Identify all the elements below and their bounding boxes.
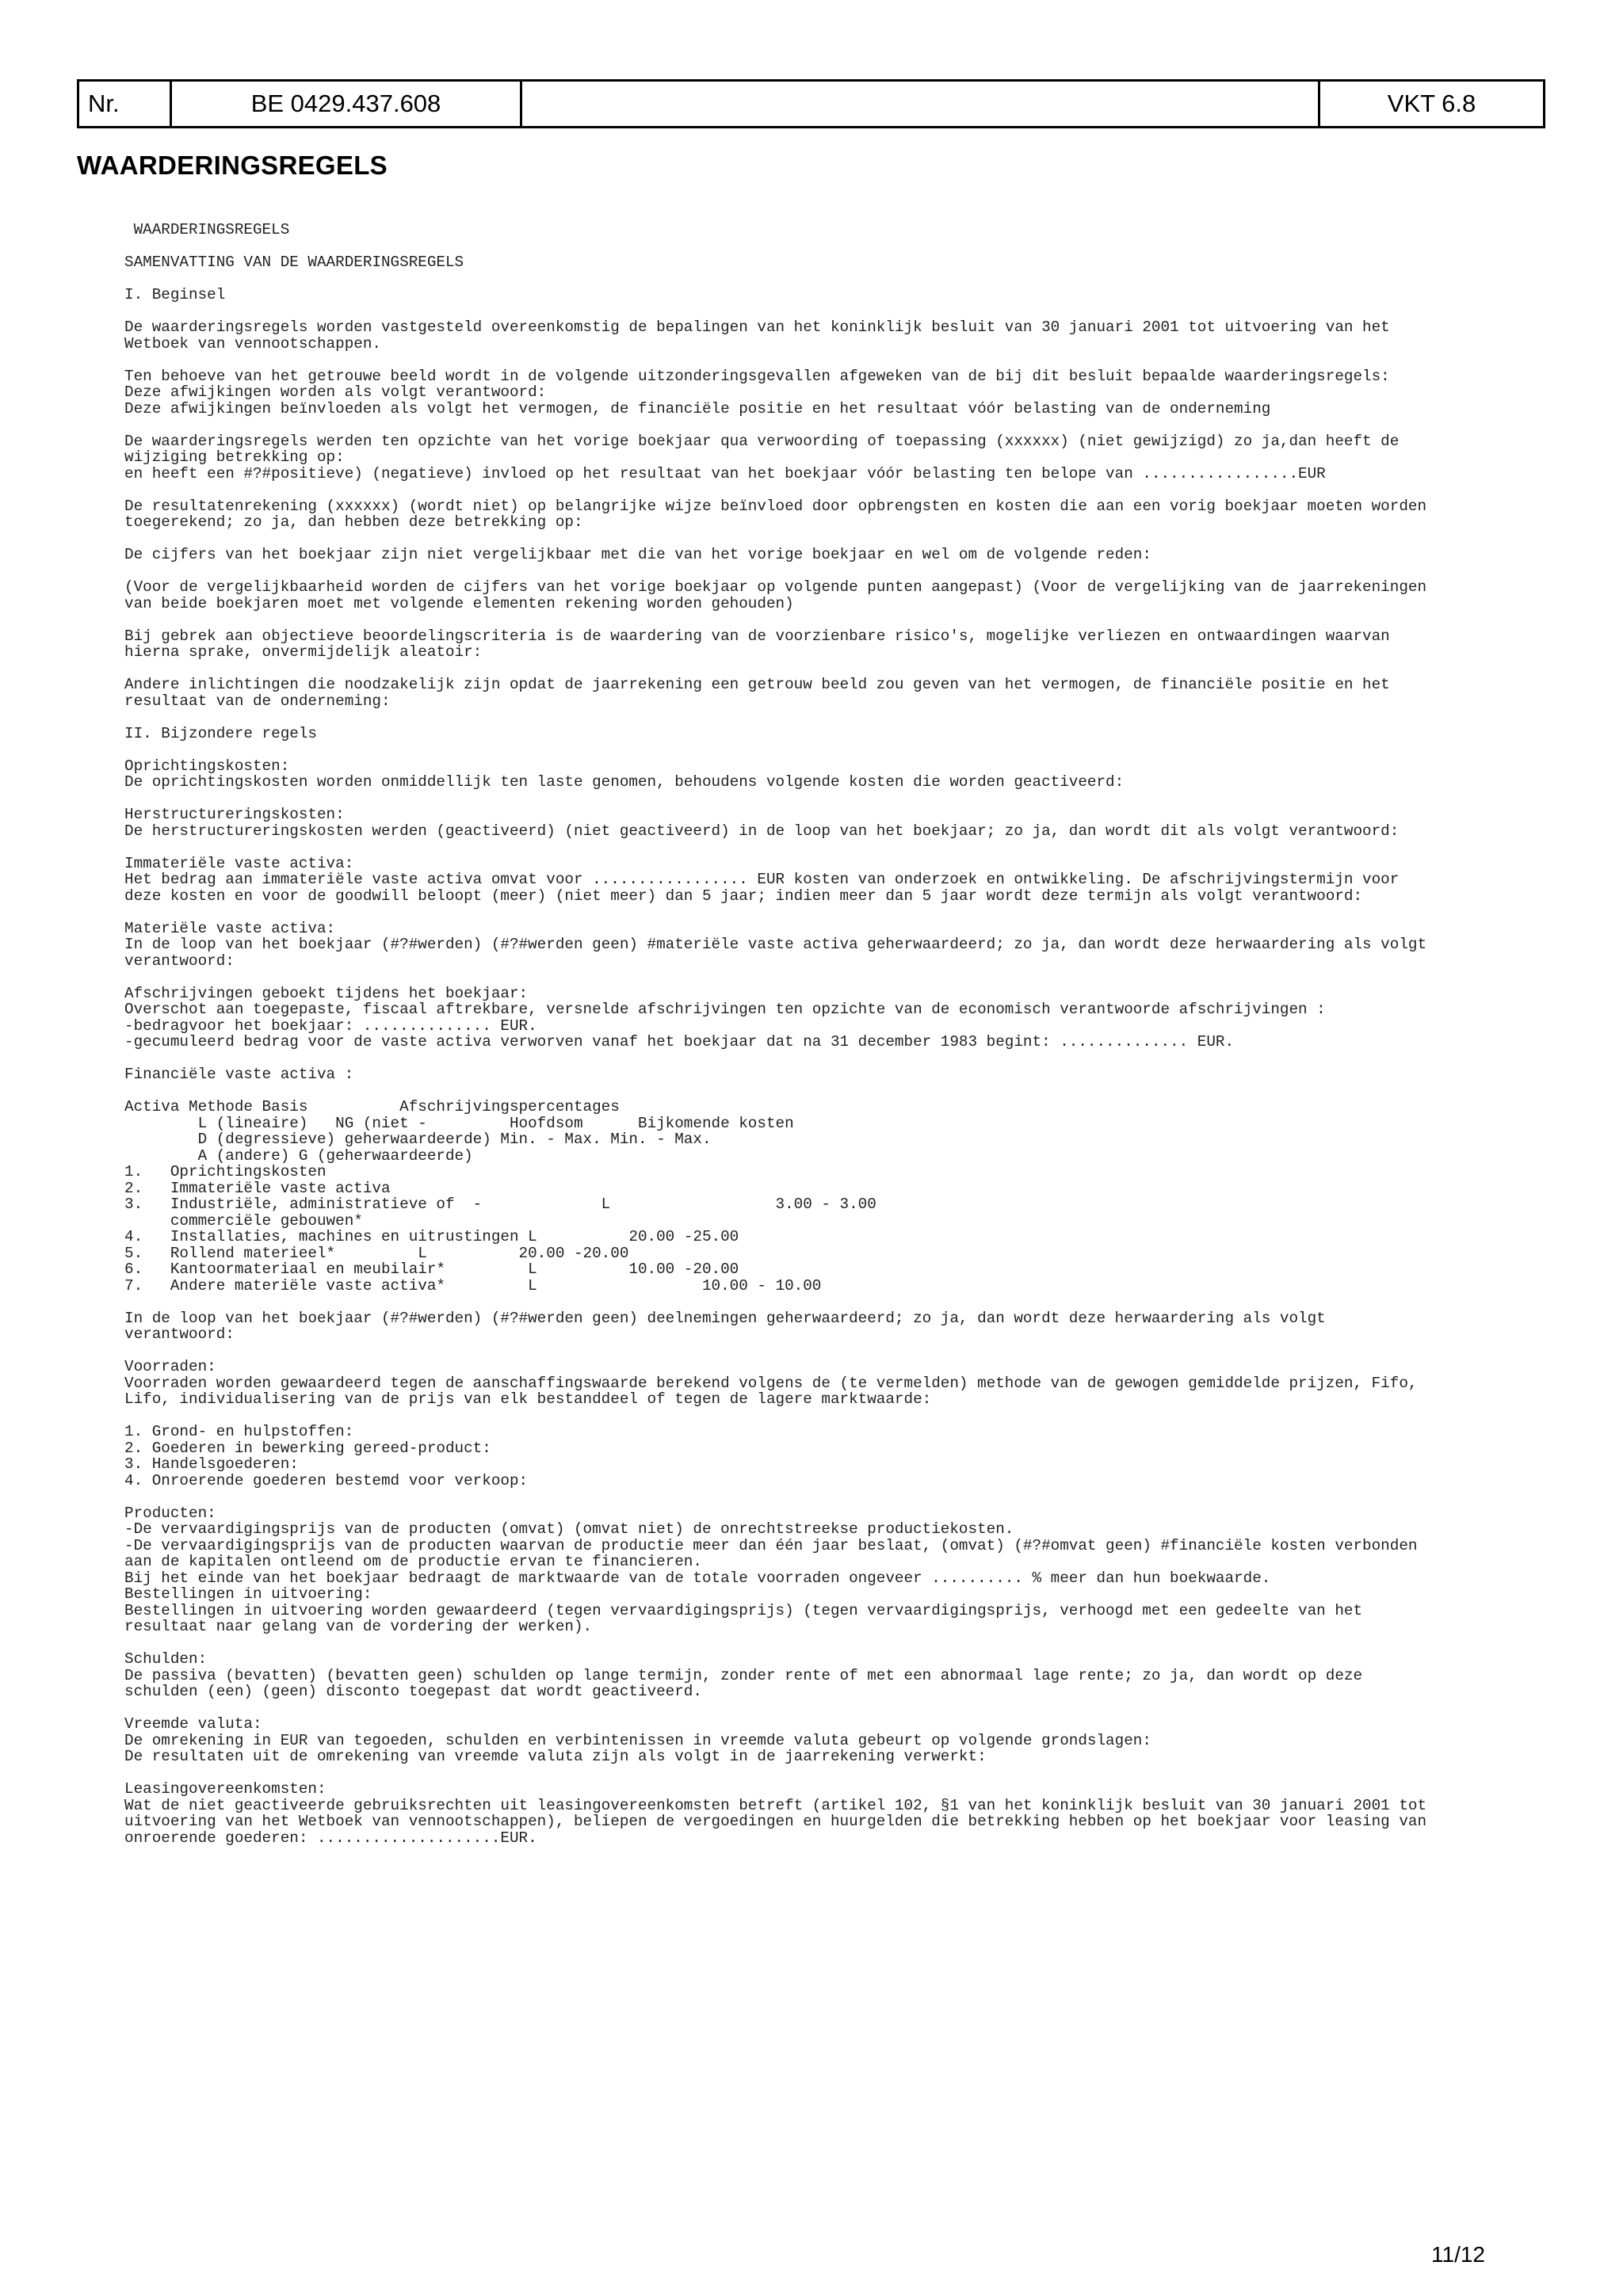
blank-line [124,1343,1535,1360]
text-line: 2. Immateriële vaste activa [124,1179,391,1197]
text-line: Leasingovereenkomsten: [124,1780,327,1798]
text-line: De oprichtingskosten worden onmiddellijk ten laste genomen, behoudens volgende kosten die worden geactiveerd: [124,773,1125,791]
text-line: Producten: [124,1504,216,1522]
blank-line [124,742,1535,758]
text-line: verantwoord: [124,952,235,970]
text-line: Voorraden worden gewaardeerd tegen de aanschaffingswaarde berekend volgens de (te vermelden) methode van de gewogen gemiddelde prijzen, Fifo, [124,1374,1418,1392]
text-line: 6. Kantoormateriaal en meubilair* L 10.00 -20.00 [124,1261,739,1278]
text-line: Deze afwijkingen worden als volgt verantwoord: [124,383,547,401]
text-line: -bedragvoor het boekjaar: .............. EUR. [124,1016,537,1035]
text-line: Herstructureringskosten: [124,806,345,823]
text-line: wijziging betrekking op: [124,448,345,466]
blank-line [124,839,1535,856]
text-line: A (andere) G (geherwaardeerde) [124,1146,473,1165]
blank-line [124,969,1535,986]
blank-line [124,482,1535,498]
text-line: Wat de niet geactiveerde gebruiksrechten uit leasingovereenkomsten betreft (artikel 102, §1 van het koninklijk besluit van 30 januari 2001 tot [124,1796,1427,1814]
text-line: De waarderingsregels werden ten opzichte van het vorige boekjaar qua verwoording of toepassing (xxxxxx) (niet gewijzigd) zo ja,dan heeft de [124,432,1400,450]
text-line: hierna sprake, onvermijdelijk aleatoir: [124,643,483,661]
text-line: -De vervaardigingsprijs van de producten waarvan de productie meer dan één jaar beslaat, (omvat) (#?#omvat geen) #financiële kosten verbonden [124,1536,1418,1554]
text-line: De herstructureringskosten werden (geactiveerd) (niet geactiveerd) in de loop van het boekjaar; zo ja, dan wordt dit als volgt verantwoord: [124,822,1400,840]
text-line: De cijfers van het boekjaar zijn niet vergelijkbaar met die van het vorige boekjaar en wel om de volgende reden: [124,546,1151,563]
text-line: Immateriële vaste activa: [124,854,354,872]
blank-line [124,1051,1535,1067]
text-line: Activa Methode Basis Afschrijvingspercentages [124,1098,620,1116]
text-line: Oprichtingskosten: [124,757,290,775]
blank-line [124,661,1535,677]
text-line: toegerekend; zo ja, dan hebben deze betrekking op: [124,513,583,531]
nr-label: Nr. [79,82,172,126]
blank-line [124,417,1535,433]
text-line: Voorraden: [124,1358,216,1375]
text-line: Bij het einde van het boekjaar bedraagt de marktwaarde van de totale voorraden ongeveer .......... % meer dan hun boekwaarde. [124,1569,1271,1587]
blank-line [124,352,1535,368]
text-line: verantwoord: [124,1325,235,1343]
text-line: van beide boekjaren moet met volgende elementen rekening worden gehouden) [124,594,794,612]
text-line: Het bedrag aan immateriële vaste activa omvat voor ................. EUR kosten van onderzoek en ontwikkeling. De afschrijvingstermijn voor [124,871,1400,888]
text-line: -gecumuleerd bedrag voor de vaste activa verworven vanaf het boekjaar dat na 31 december 1983 begint: .............. EUR. [124,1033,1235,1051]
text-line: resultaat naar gelang van de vordering der werken). [124,1618,593,1635]
text-line: Overschot aan toegepaste, fiscaal aftrekbare, versnelde afschrijvingen ten opzichte van de economisch verantwoorde afschrijvingen : [124,1001,1326,1018]
page-number: 11/12 [1431,2242,1485,2267]
page-title: WAARDERINGSREGELS [77,151,388,180]
text-line: De passiva (bevatten) (bevatten geen) schulden op lange termijn, zonder rente of met een abnormaal lage rente; zo ja, dan wordt op deze [124,1666,1363,1684]
text-line: De waarderingsregels worden vastgesteld overeenkomstig de bepalingen van het koninklijk besluit van 30 januari 2001 tot uitvoering van het [124,318,1390,336]
text-line: (Voor de vergelijkbaarheid worden de cijfers van het vorige boekjaar op volgende punten aangepast) (Voor de vergelijking van de jaarrekeningen [124,578,1427,596]
text-line: In de loop van het boekjaar (#?#werden) (#?#werden geen) deelnemingen geherwaardeerd; zo ja, dan wordt deze herwaardering als volgt [124,1309,1326,1327]
text-line: deze kosten en voor de goodwill beloopt (meer) (niet meer) dan 5 jaar; indien meer dan 5 jaar wordt deze termijn als volgt verantwoord: [124,887,1363,905]
text-line: De resultaten uit de omrekening van vreemde valuta zijn als volgt in de jaarrekening verwerkt: [124,1748,987,1765]
text-line: Andere inlichtingen die noodzakelijk zijn opdat de jaarrekening een getrouw beeld zou geven van het vermogen, de financiële positie en het [124,676,1390,693]
text-line: De omrekening in EUR van tegoeden, schulden en verbintenissen in vreemde valuta gebeurt op volgende grondslagen: [124,1731,1151,1749]
text-line: 1. Oprichtingskosten [124,1163,327,1180]
text-line: Schulden: [124,1650,208,1668]
text-line: 2. Goederen in bewerking gereed-product: [124,1439,491,1457]
text-line: In de loop van het boekjaar (#?#werden) (#?#werden geen) #materiële vaste activa geherwaardeerd; zo ja, dan wordt deze herwaardering als volgt [124,936,1427,953]
text-line: Financiële vaste activa : [124,1066,354,1083]
company-number: BE 0429.437.608 [172,82,522,126]
text-line: L (lineaire) NG (niet - Hoofdsom Bijkomende kosten [124,1114,794,1132]
blank-line [124,531,1535,547]
blank-line [124,791,1535,807]
text-line: D (degressieve) geherwaardeerde) Min. - Max. Min. - Max. [124,1131,712,1148]
text-line: 7. Andere materiële vaste activa* L 10.00 - 10.00 [124,1276,822,1295]
text-line: Deze afwijkingen beïnvloeden als volgt het vermogen, de financiële positie en het resultaat vóór belasting van de onderneming [124,399,1271,418]
text-line: Ten behoeve van het getrouwe beeld wordt in de volgende uitzonderingsgevallen afgeweken van de bij dit besluit bepaalde waarderingsregels: [124,367,1390,385]
blank-line [124,238,1535,255]
text-line: schulden (een) (geen) disconto toegepast dat wordt geactiveerd. [124,1683,702,1700]
text-line: I. Beginsel [124,286,226,303]
text-line: SAMENVATTING VAN DE WAARDERINGSREGELS [124,254,464,271]
blank-line [124,563,1535,580]
text-line: onroerende goederen: ....................EUR. [124,1829,537,1847]
blank-line [124,1489,1535,1505]
blank-line [124,271,1535,288]
blank-line [124,612,1535,628]
blank-line [124,1765,1535,1782]
text-line: WAARDERINGSREGELS [124,221,290,238]
text-line: Vreemde valuta: [124,1715,262,1733]
text-line: Bij gebrek aan objectieve beoordelingscriteria is de waardering van de voorzienbare risico's, mogelijke verliezen en ontwaardingen waarvan [124,627,1390,645]
text-line: 1. Grond- en hulpstoffen: [124,1423,354,1440]
blank-line [124,709,1535,726]
text-line: 4. Installaties, machines en uitrustingen L 20.00 -25.00 [124,1228,739,1245]
text-line: commerciële gebouwen* [124,1211,363,1230]
document-body [124,222,1535,1846]
blank-line [124,1700,1535,1717]
text-line: Afschrijvingen geboekt tijdens het boekjaar: [124,984,529,1002]
text-line: resultaat van de onderneming: [124,692,391,710]
text-line: 4. Onroerende goederen bestemd voor verkoop: [124,1471,529,1489]
text-line: 3. Handelsgoederen: [124,1455,299,1473]
text-line: 5. Rollend materieel* L 20.00 -20.00 [124,1244,629,1262]
blank-line [124,904,1535,921]
text-line: Lifo, individualisering van de prijs van elk bestanddeel of tegen de lagere marktwaarde: [124,1390,932,1408]
form-code: VKT 6.8 [1318,82,1543,126]
text-line: aan de kapitalen ontleend om de productie ervan te financieren. [124,1553,702,1570]
text-line: Bestellingen in uitvoering worden gewaardeerd (tegen vervaardigingsprijs) (tegen vervaardigingsprijs, verhoogd met een gedeelte van het [124,1601,1363,1619]
blank-line [124,1408,1535,1425]
text-line: en heeft een #?#positieve) (negatieve) invloed op het resultaat van het boekjaar vóór belasting ten belope van .................EUR [124,464,1326,482]
text-line: Wetboek van vennootschappen. [124,334,381,353]
blank-line [124,1083,1535,1100]
text-line: II. Bijzondere regels [124,724,317,742]
text-line: De resultatenrekening (xxxxxx) (wordt niet) op belangrijke wijze beïnvloed door opbrengsten en kosten die aan een vorig boekjaar moeten worden [124,497,1427,515]
text-line: Materiële vaste activa: [124,919,336,937]
header-box [77,79,1545,128]
text-line: -De vervaardigingsprijs van de producten (omvat) (omvat niet) de onrechtstreekse productiekosten. [124,1520,1014,1538]
text-line: Bestellingen in uitvoering: [124,1585,372,1603]
blank-line [124,1294,1535,1310]
text-line: uitvoering van het Wetboek van vennootschappen), beliepen de vergoedingen en huurgelden die betrekking hebben op het boekjaar voor leasing van [124,1813,1427,1830]
text-line: 3. Industriële, administratieve of - L 3.00 - 3.00 [124,1196,876,1213]
blank-line [124,303,1535,320]
blank-line [124,1635,1535,1652]
